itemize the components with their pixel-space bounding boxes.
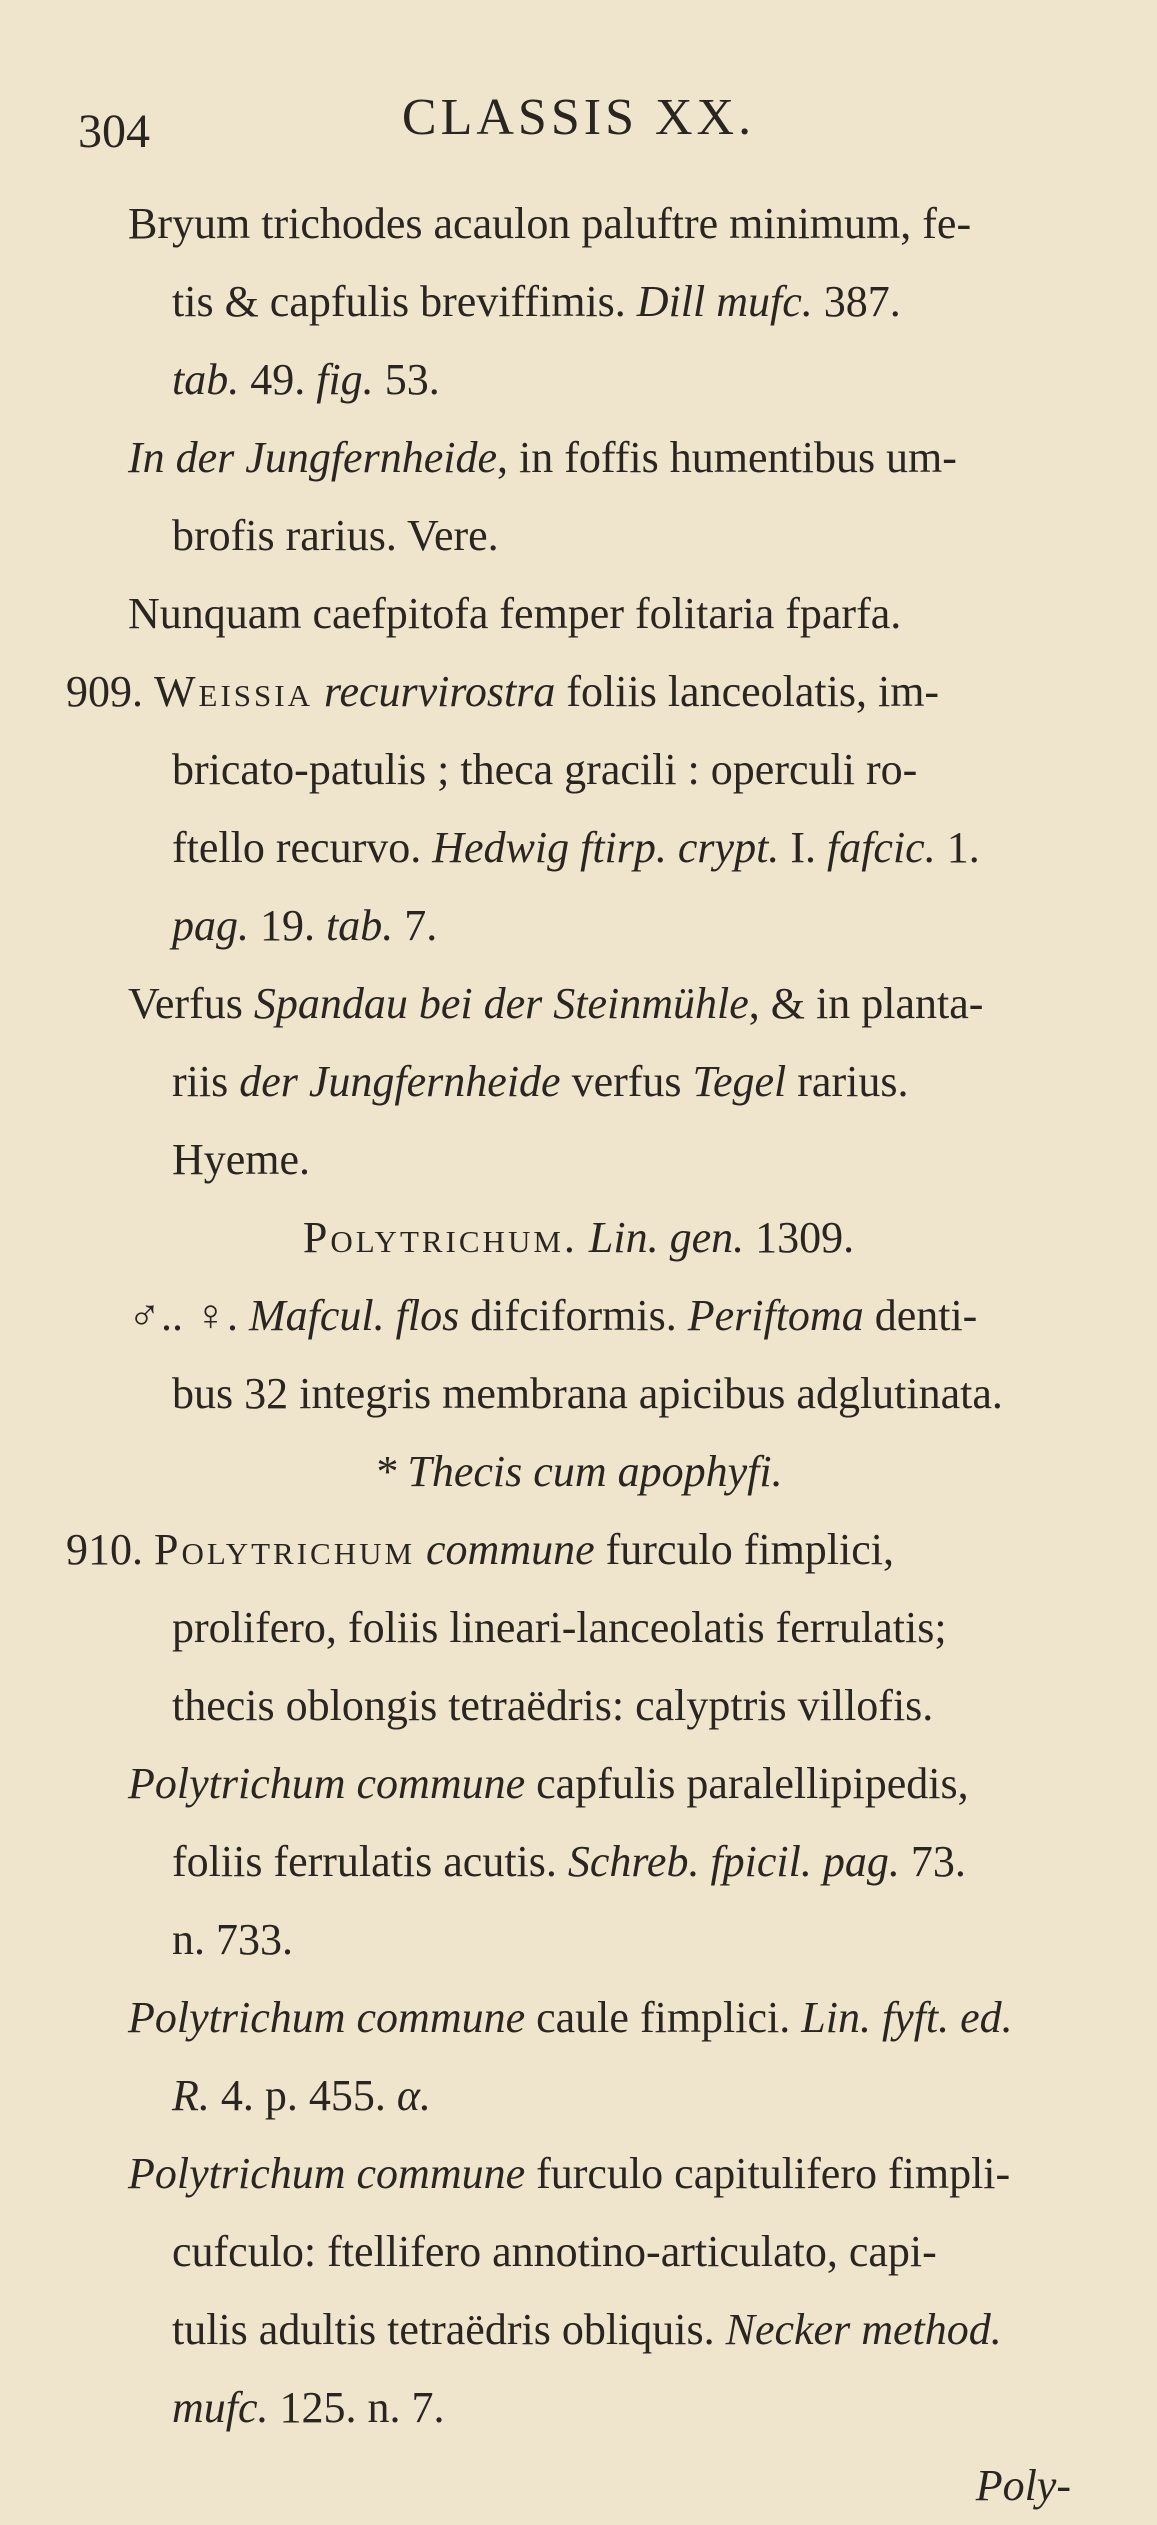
text-run: foliis lanceolatis, im- (555, 667, 940, 716)
page-header (0, 80, 1157, 158)
text-run: foliis ferrulatis acutis. (172, 1837, 568, 1886)
italic-run: tab. (326, 901, 394, 950)
text-run: tis & capfulis breviffimis. (172, 277, 637, 326)
text-run: denti- (863, 1291, 978, 1340)
text-line-21 (0, 1745, 1157, 1823)
text-line-20 (0, 1667, 1157, 1745)
text-line-11 (0, 965, 1157, 1043)
text-line-10 (0, 887, 1157, 965)
text-run: , in foffis humentibus um- (497, 433, 957, 482)
text-run: 910. (66, 1525, 154, 1574)
italic-run: Schreb. fpicil. pag. (567, 1837, 900, 1886)
text-run: ♂.. ♀. (128, 1291, 249, 1340)
italic-run: fig. (316, 355, 374, 404)
text-line-28 (0, 2291, 1157, 2369)
text-line-3 (0, 341, 1157, 419)
text-line-15 (0, 1277, 1157, 1355)
text-line-9 (0, 809, 1157, 887)
text-line-17 (0, 1433, 1157, 1511)
text-line-7 (0, 653, 1157, 731)
text-run (313, 667, 324, 716)
italic-run: pag. (172, 901, 249, 950)
text-run: Bryum trichodes acaulon paluftre minimum, fe- (128, 199, 972, 248)
text-run (415, 1525, 426, 1574)
text-line-14 (0, 1199, 1157, 1277)
italic-run: Dill mufc. (636, 277, 813, 326)
text-run: 53. (373, 355, 440, 404)
italic-run: mufc. (172, 2383, 269, 2432)
text-run: ftello recurvo. (172, 823, 433, 872)
text-run: 387. (812, 277, 901, 326)
text-run: Hyeme. (172, 1135, 311, 1184)
italic-run: tab. (172, 355, 240, 404)
italic-run: fafcic. (826, 823, 936, 872)
italic-run: Poly- (975, 2461, 1071, 2510)
text-run: 73. (899, 1837, 966, 1886)
text-line-29 (0, 2369, 1157, 2447)
small-caps-run: Polytrichum (154, 1525, 416, 1574)
text-run: difciformis. (459, 1291, 688, 1340)
text-run: 909. (66, 667, 154, 716)
text-line-22 (0, 1823, 1157, 1901)
italic-run: Lin. gen. (588, 1213, 745, 1262)
text-run: 7. (393, 901, 438, 950)
text-run: prolifero, foliis lineari-lanceolatis ferrulatis; (172, 1603, 947, 1652)
text-line-8 (0, 731, 1157, 809)
text-run: brofis rarius. Vere. (172, 511, 499, 560)
text-line-23 (0, 1901, 1157, 1979)
page-number: 304 (78, 105, 150, 158)
text-run: rarius. (786, 1057, 909, 1106)
italic-run: recurvirostra (323, 667, 556, 716)
text-run: thecis oblongis tetraëdris: calyptris villofis. (172, 1681, 934, 1730)
text-run: Nunquam caefpitofa femper folitaria fparfa. (128, 589, 902, 638)
small-caps-run: Weissia (154, 667, 313, 716)
text-run: 125. n. 7. (268, 2383, 445, 2432)
italic-run: der Jungfernheide (239, 1057, 561, 1106)
text-run: furculo fimplici, (594, 1525, 895, 1574)
text-run: bricato-patulis ; theca gracili : operculi ro- (172, 745, 918, 794)
italic-run: Lin. fyft. ed. (801, 1993, 1013, 2042)
text-run: verfus (560, 1057, 693, 1106)
italic-run: Tegel (692, 1057, 787, 1106)
text-run: 1309. (744, 1213, 855, 1262)
italic-run: Mafcul. flos (249, 1291, 460, 1340)
text-line-1 (0, 185, 1157, 263)
text-run: 19. (249, 901, 326, 950)
italic-run: R. (172, 2071, 210, 2120)
text-run: capfulis paralellipipedis, (525, 1759, 969, 1808)
text-line-6 (0, 575, 1157, 653)
text-run: 1. (935, 823, 980, 872)
italic-run: Polytrichum commune (128, 1993, 526, 2042)
italic-run: α. (396, 2071, 431, 2120)
text-run: furculo capitulifero fimpli- (525, 2149, 1011, 2198)
italic-run: Necker method. (725, 2305, 1002, 2354)
text-line-4 (0, 419, 1157, 497)
text-line-16 (0, 1355, 1157, 1433)
text-run (578, 1213, 589, 1262)
italic-run: commune (426, 1525, 595, 1574)
text-line-13 (0, 1121, 1157, 1199)
text-line-12 (0, 1043, 1157, 1121)
text-run: tulis adultis tetraëdris obliquis. (172, 2305, 726, 2354)
text-line-24 (0, 1979, 1157, 2057)
text-run: 4. p. 455. (209, 2071, 397, 2120)
running-title: CLASSIS XX. (401, 89, 756, 146)
text-run: n. 733. (172, 1915, 293, 1964)
text-run: bus 32 integris membrana apicibus adglutinata. (172, 1369, 1003, 1418)
small-caps-run: Polytrichum. (302, 1213, 578, 1262)
text-line-26 (0, 2135, 1157, 2213)
text-line-18 (0, 1511, 1157, 1589)
text-run: riis (172, 1057, 240, 1106)
text-line-25 (0, 2057, 1157, 2135)
italic-run: * Thecis cum apophyfi. (374, 1447, 783, 1496)
text-run: I. (779, 823, 827, 872)
italic-run: Polytrichum commune (128, 1759, 526, 1808)
text-run: 49. (239, 355, 317, 404)
text-run: , & in planta- (748, 979, 984, 1028)
text-line-2 (0, 263, 1157, 341)
text-line-5 (0, 497, 1157, 575)
italic-run: Hedwig ftirp. crypt. (432, 823, 780, 872)
text-run: cufculo: ftellifero annotino-articulato, capi- (172, 2227, 937, 2276)
text-line-27 (0, 2213, 1157, 2291)
text-run: Verfus (128, 979, 254, 1028)
catchword (0, 2447, 1157, 2525)
text-run: caule fimplici. (525, 1993, 802, 2042)
italic-run: Periftoma (687, 1291, 864, 1340)
italic-run: Polytrichum commune (128, 2149, 526, 2198)
italic-run: Spandau bei der Steinmühle (253, 979, 749, 1028)
text-line-19 (0, 1589, 1157, 1667)
italic-run: In der Jungfernheide (128, 433, 497, 482)
page-body (0, 185, 1157, 2525)
